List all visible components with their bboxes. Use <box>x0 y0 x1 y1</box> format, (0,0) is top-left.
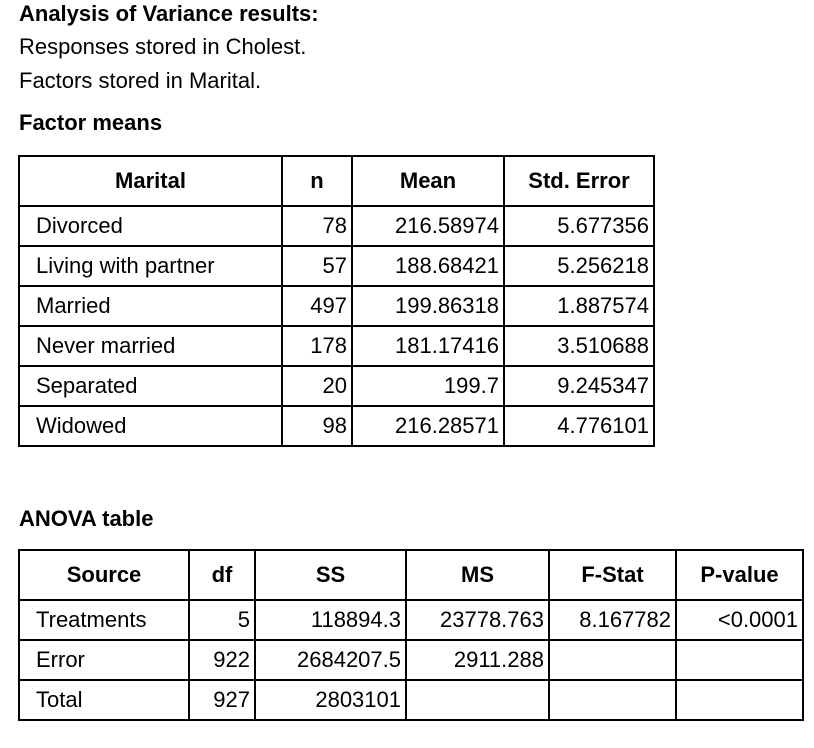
column-header: n <box>282 156 352 206</box>
column-header: Std. Error <box>504 156 654 206</box>
column-header: Source <box>19 550 189 600</box>
cell-source: Treatments <box>19 600 189 640</box>
cell-marital: Separated <box>19 366 282 406</box>
cell-mean: 181.17416 <box>352 326 504 366</box>
cell-n: 57 <box>282 246 352 286</box>
table-row <box>19 406 654 446</box>
table-row <box>19 326 654 366</box>
factor-means-title: Factor means <box>19 110 163 135</box>
table-row <box>19 246 654 286</box>
factors-line: Factors stored in Marital. <box>19 68 262 93</box>
cell-std-error: 4.776101 <box>504 406 654 446</box>
cell-ss: 118894.3 <box>255 600 406 640</box>
cell-ss: 2684207.5 <box>255 640 406 680</box>
responses-line: Responses stored in Cholest. <box>19 34 307 59</box>
cell-df: 5 <box>189 600 255 640</box>
cell-marital: Never married <box>19 326 282 366</box>
cell-std-error: 1.887574 <box>504 286 654 326</box>
cell-ms <box>406 680 549 720</box>
cell-std-error: 5.256218 <box>504 246 654 286</box>
anova-table-title: ANOVA table <box>19 506 154 531</box>
cell-mean: 188.68421 <box>352 246 504 286</box>
cell-marital: Married <box>19 286 282 326</box>
cell-mean: 199.7 <box>352 366 504 406</box>
table-header-row <box>19 156 654 206</box>
cell-marital: Widowed <box>19 406 282 446</box>
cell-mean: 216.28571 <box>352 406 504 446</box>
table-row <box>19 600 803 640</box>
column-header: P-value <box>676 550 803 600</box>
cell-ss: 2803101 <box>255 680 406 720</box>
cell-std-error: 3.510688 <box>504 326 654 366</box>
cell-f-stat <box>549 680 676 720</box>
cell-f-stat: 8.167782 <box>549 600 676 640</box>
factor-means-table <box>18 155 655 447</box>
cell-marital: Living with partner <box>19 246 282 286</box>
cell-mean: 199.86318 <box>352 286 504 326</box>
cell-marital: Divorced <box>19 206 282 246</box>
table-row <box>19 680 803 720</box>
column-header: Marital <box>19 156 282 206</box>
table-row <box>19 366 654 406</box>
cell-mean: 216.58974 <box>352 206 504 246</box>
cell-std-error: 9.245347 <box>504 366 654 406</box>
cell-p-value <box>676 680 803 720</box>
column-header: df <box>189 550 255 600</box>
cell-std-error: 5.677356 <box>504 206 654 246</box>
column-header: SS <box>255 550 406 600</box>
cell-n: 98 <box>282 406 352 446</box>
table-row <box>19 206 654 246</box>
cell-ms: 2911.288 <box>406 640 549 680</box>
cell-df: 922 <box>189 640 255 680</box>
cell-ms: 23778.763 <box>406 600 549 640</box>
cell-n: 78 <box>282 206 352 246</box>
table-row <box>19 286 654 326</box>
table-row <box>19 640 803 680</box>
column-header: Mean <box>352 156 504 206</box>
results-title: Analysis of Variance results: <box>19 1 319 26</box>
cell-source: Total <box>19 680 189 720</box>
column-header: MS <box>406 550 549 600</box>
cell-p-value: <0.0001 <box>676 600 803 640</box>
table-header-row <box>19 550 803 600</box>
cell-source: Error <box>19 640 189 680</box>
cell-f-stat <box>549 640 676 680</box>
cell-n: 497 <box>282 286 352 326</box>
column-header: F-Stat <box>549 550 676 600</box>
cell-p-value <box>676 640 803 680</box>
cell-n: 20 <box>282 366 352 406</box>
cell-df: 927 <box>189 680 255 720</box>
anova-table <box>18 549 804 721</box>
cell-n: 178 <box>282 326 352 366</box>
